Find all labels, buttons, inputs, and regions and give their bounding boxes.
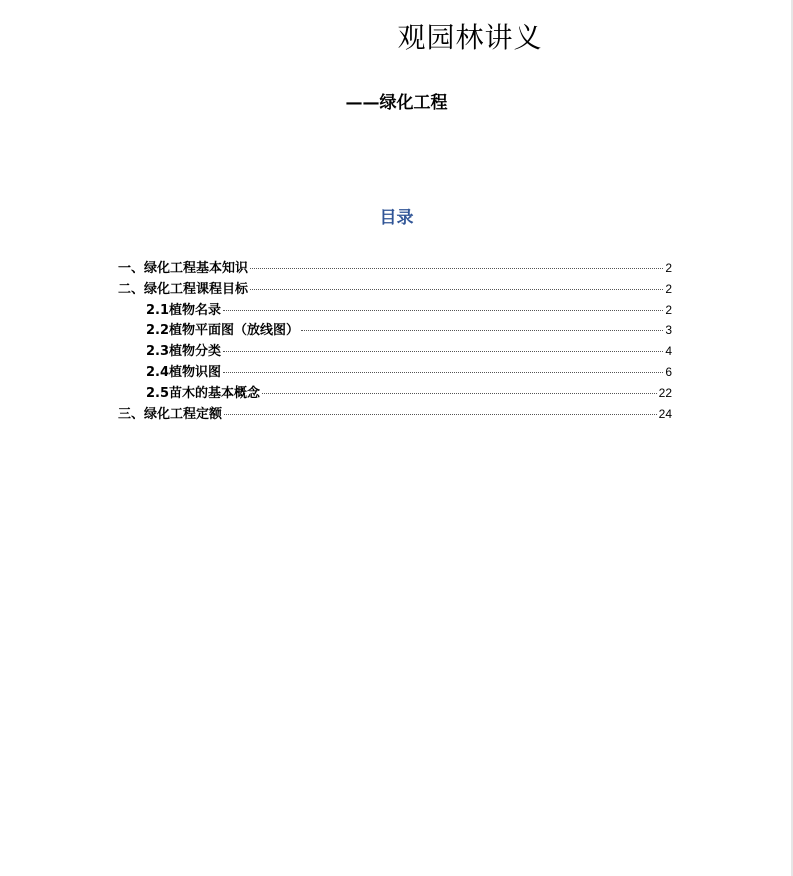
toc-dot-leader — [223, 310, 663, 311]
toc-entry-page: 2 — [665, 302, 672, 317]
toc-entry-label: 二、绿化工程课程目标 — [118, 281, 249, 297]
toc-entry-label: 三、绿化工程定额 — [118, 406, 223, 422]
toc-entry-section-2[interactable] — [118, 279, 672, 300]
toc-entry-label: 一、绿化工程基本知识 — [118, 261, 249, 276]
toc-dot-leader — [224, 414, 657, 415]
document-title: 观园林讲义 — [397, 21, 543, 54]
toc-entry-2-5[interactable] — [118, 383, 672, 404]
toc-dot-leader — [223, 351, 663, 352]
toc-entry-page: 2 — [665, 281, 672, 296]
toc-entry-page: 4 — [665, 344, 672, 359]
toc-entry-label: 2.4植物识图 — [146, 364, 222, 380]
toc-heading: 目录 — [379, 208, 414, 228]
toc-dot-leader — [262, 393, 657, 394]
toc-entry-2-1[interactable] — [118, 300, 672, 321]
toc-entry-page: 3 — [665, 323, 672, 338]
document-subtitle: ——绿化工程 — [345, 93, 448, 113]
toc-dot-leader — [301, 330, 663, 331]
toc-entry-label: 2.2植物平面图（放线图） — [146, 323, 300, 339]
toc-entry-page: 22 — [658, 385, 672, 400]
table-of-contents — [118, 258, 672, 424]
toc-entry-page: 2 — [665, 261, 672, 275]
toc-entry-label: 2.1植物名录 — [146, 302, 222, 318]
toc-entry-2-2[interactable] — [118, 320, 672, 341]
toc-entry-page: 6 — [665, 364, 672, 379]
toc-entry-label: 2.5苗木的基本概念 — [146, 385, 261, 401]
toc-entry-section-3[interactable] — [118, 404, 672, 425]
toc-entry-section-1[interactable] — [118, 258, 672, 279]
toc-entry-label: 2.3植物分类 — [146, 344, 222, 360]
toc-entry-page: 24 — [658, 406, 672, 421]
toc-dot-leader — [250, 268, 663, 269]
toc-entry-2-4[interactable] — [118, 362, 672, 383]
toc-dot-leader — [223, 372, 663, 373]
toc-entry-2-3[interactable] — [118, 341, 672, 362]
toc-dot-leader — [250, 289, 663, 290]
